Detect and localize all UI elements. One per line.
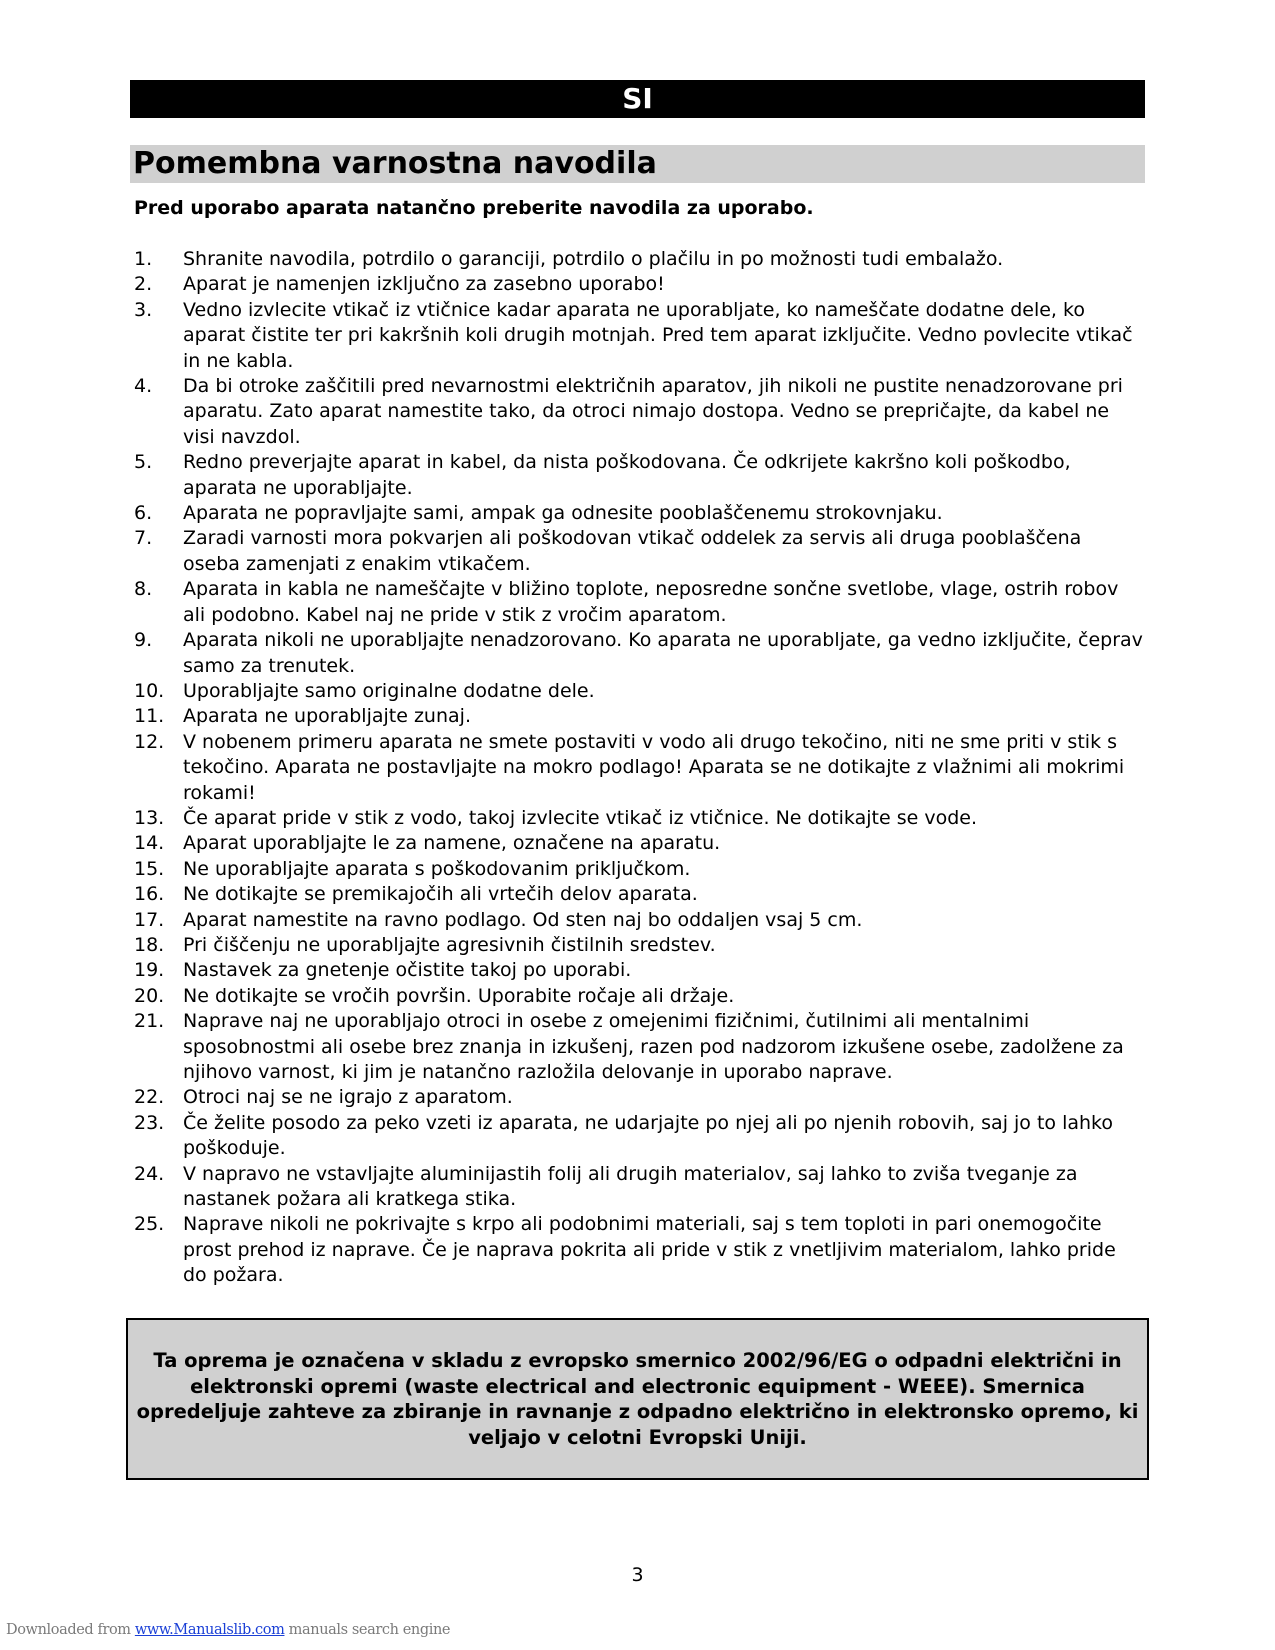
list-item-text: Nastavek za gnetenje očistite takoj po uporabi. xyxy=(183,959,632,982)
section-title-text: Pomembna varnostna navodila xyxy=(133,146,657,181)
list-item-text: Aparata nikoli ne uporabljajte nenadzorovano. Ko aparata ne uporabljate, ga vedno izključite, čeprav samo za trenutek. xyxy=(183,629,1143,677)
list-item-text: Vedno izvlecite vtikač iz vtičnice kadar aparata ne uporabljate, ko nameščate dodatne dele, ko aparat čistite ter pri kakršnih koli drugih motnjah. Pred tem aparat izključite. Vedno povlecite vtikač in ne kabla. xyxy=(183,298,1133,372)
list-item-text: Ne dotikajte se premikajočih ali vrtečih delov aparata. xyxy=(183,883,698,906)
list-item-number: 11. xyxy=(134,705,165,728)
list-item xyxy=(134,933,1144,958)
list-item-text: Uporabljajte samo originalne dodatne dele. xyxy=(183,679,595,702)
list-item-number: 17. xyxy=(134,908,165,931)
list-item xyxy=(134,272,1144,297)
list-item-text: Aparata ne popravljajte sami, ampak ga odnesite pooblaščenemu strokovnjaku. xyxy=(183,502,943,525)
page-number: 3 xyxy=(631,1564,644,1586)
list-item xyxy=(134,882,1144,907)
list-item-text: Aparata in kabla ne nameščajte v bližino toplote, neposredne sončne svetlobe, vlage, ostrih robov ali podobno. Kabel naj ne pride v stik z vročim aparatom. xyxy=(183,578,1119,626)
list-item xyxy=(134,247,1144,272)
download-footer xyxy=(6,1622,450,1638)
list-item-number: 21. xyxy=(134,1010,165,1033)
list-item-number: 7. xyxy=(134,527,153,550)
section-title xyxy=(130,145,1145,183)
list-item xyxy=(134,704,1144,729)
list-item-number: 14. xyxy=(134,832,165,855)
list-item-text: V napravo ne vstavljajte aluminijastih folij ali drugih materialov, saj lahko to zviša tveganje za nastanek požara ali kratkega stika. xyxy=(183,1162,1078,1211)
list-item-text: Ne uporabljajte aparata s poškodovanim priključkom. xyxy=(183,857,691,880)
list-item xyxy=(134,679,1144,704)
list-item xyxy=(134,298,1144,374)
list-item xyxy=(134,1212,1144,1288)
manualslib-link[interactable]: www.Manualslib.com xyxy=(134,1622,285,1638)
list-item-number: 19. xyxy=(134,959,165,982)
list-item-text: Da bi otroke zaščitili pred nevarnostmi električnih aparatov, jih nikoli ne pustite nenadzorovane pri aparatu. Zato aparat namestite tako, da otroci nimajo dostopa. Vedno se prepričajte, da kabel ne visi navzdol. xyxy=(183,375,1123,448)
list-item-number: 22. xyxy=(134,1086,165,1109)
list-item xyxy=(134,984,1144,1009)
list-item xyxy=(134,908,1144,933)
list-item-number: 13. xyxy=(134,806,165,829)
list-item xyxy=(134,526,1144,577)
list-item xyxy=(134,806,1144,831)
list-item-number: 3. xyxy=(134,298,153,321)
list-item xyxy=(134,501,1144,526)
language-label: SI xyxy=(622,82,653,115)
footer-prefix: Downloaded from xyxy=(6,1622,135,1638)
list-item-text: Naprave nikoli ne pokrivajte s krpo ali podobnimi materiali, saj s tem toploti in pari onemogočite prost prehod iz naprave. Če je naprava pokrita ali pride v stik z vnetljivim materialom, lahko pride do požara. xyxy=(183,1213,1116,1287)
list-item-text: Če aparat pride v stik z vodo, takoj izvlecite vtikač iz vtičnice. Ne dotikajte se vode. xyxy=(183,806,977,829)
list-item-number: 8. xyxy=(134,578,153,601)
list-item-number: 4. xyxy=(134,375,153,398)
list-item-number: 5. xyxy=(134,451,153,474)
list-item-number: 16. xyxy=(134,883,165,906)
list-item xyxy=(134,831,1144,856)
list-item-number: 10. xyxy=(134,679,165,702)
list-item-number: 25. xyxy=(134,1213,165,1236)
list-item-number: 1. xyxy=(134,248,153,270)
intro-text: Pred uporabo aparata natančno preberite navodila za uporabo. xyxy=(134,197,814,219)
list-item xyxy=(134,1085,1144,1110)
list-item-number: 23. xyxy=(134,1111,165,1134)
weee-notice-text: Ta oprema je označena v skladu z evropsko smernico 2002/96/EG o odpadni električni in elektronski opremi (waste electrical and electronic equipment - WEEE). Smernica opredeljuje zahteve za zbiranje in ravnanje z odpadno električno in elektronsko opremo, ki veljajo v celotni Evropski Uniji. xyxy=(136,1349,1139,1449)
list-item-text: Pri čiščenju ne uporabljajte agresivnih čistilnih sredstev. xyxy=(183,933,716,956)
list-item xyxy=(134,450,1144,501)
list-item-number: 20. xyxy=(134,984,165,1007)
list-item-number: 6. xyxy=(134,502,153,525)
list-item xyxy=(134,958,1144,983)
list-item xyxy=(134,857,1144,882)
list-item xyxy=(134,730,1144,806)
list-item-text: Naprave naj ne uporabljajo otroci in osebe z omejenimi fizičnimi, čutilnimi ali mentalnimi sposobnostmi ali osebe brez znanja in izkušenj, razen pod nadzorom izkušene osebe, zadolžene za njihovo varnost, ki jim je natančno razložila delovanje in uporabo naprave. xyxy=(183,1010,1124,1083)
language-header-bar xyxy=(130,80,1145,118)
list-item-text: Aparat namestite na ravno podlago. Od sten naj bo oddaljen vsaj 5 cm. xyxy=(183,908,863,931)
list-item xyxy=(134,1009,1144,1085)
list-item-text: Shranite navodila, potrdilo o garanciji, potrdilo o plačilu in po možnosti tudi embalažo. xyxy=(183,248,1004,270)
list-item-text: Zaradi varnosti mora pokvarjen ali poškodovan vtikač oddelek za servis ali druga pooblaščena oseba zamenjati z enakim vtikačem. xyxy=(183,527,1082,575)
weee-notice-box xyxy=(126,1318,1149,1480)
list-item-number: 18. xyxy=(134,933,165,956)
list-item xyxy=(134,628,1144,679)
safety-instructions-list xyxy=(134,247,1144,1289)
list-item-number: 12. xyxy=(134,730,165,753)
footer-suffix: manuals search engine xyxy=(284,1622,451,1638)
list-item-text: Aparata ne uporabljajte zunaj. xyxy=(183,705,471,728)
list-item xyxy=(134,1111,1144,1162)
list-item-text: Otroci naj se ne igrajo z aparatom. xyxy=(183,1086,513,1109)
list-item-text: Če želite posodo za peko vzeti iz aparata, ne udarjajte po njej ali po njenih robovih, saj jo to lahko poškoduje. xyxy=(183,1111,1113,1160)
list-item-text: Redno preverjajte aparat in kabel, da nista poškodovana. Če odkrijete kakršno koli poškodbo, aparata ne uporabljajte. xyxy=(183,451,1071,499)
list-item xyxy=(134,374,1144,450)
list-item xyxy=(134,1162,1144,1213)
list-item-number: 24. xyxy=(134,1162,165,1185)
list-item-number: 15. xyxy=(134,857,165,880)
list-item-number: 9. xyxy=(134,629,153,652)
list-item xyxy=(134,577,1144,628)
list-item-text: Ne dotikajte se vročih površin. Uporabite ročaje ali držaje. xyxy=(183,984,735,1007)
list-item-text: Aparat je namenjen izključno za zasebno uporabo! xyxy=(183,273,665,296)
list-item-number: 2. xyxy=(134,273,153,296)
list-item-text: V nobenem primeru aparata ne smete postaviti v vodo ali drugo tekočino, niti ne sme priti v stik s tekočino. Aparata ne postavljajte na mokro podlago! Aparata se ne dotikajte z vlažnimi ali mokrimi rokami! xyxy=(183,730,1125,804)
list-item-text: Aparat uporabljajte le za namene, označene na aparatu. xyxy=(183,832,721,855)
